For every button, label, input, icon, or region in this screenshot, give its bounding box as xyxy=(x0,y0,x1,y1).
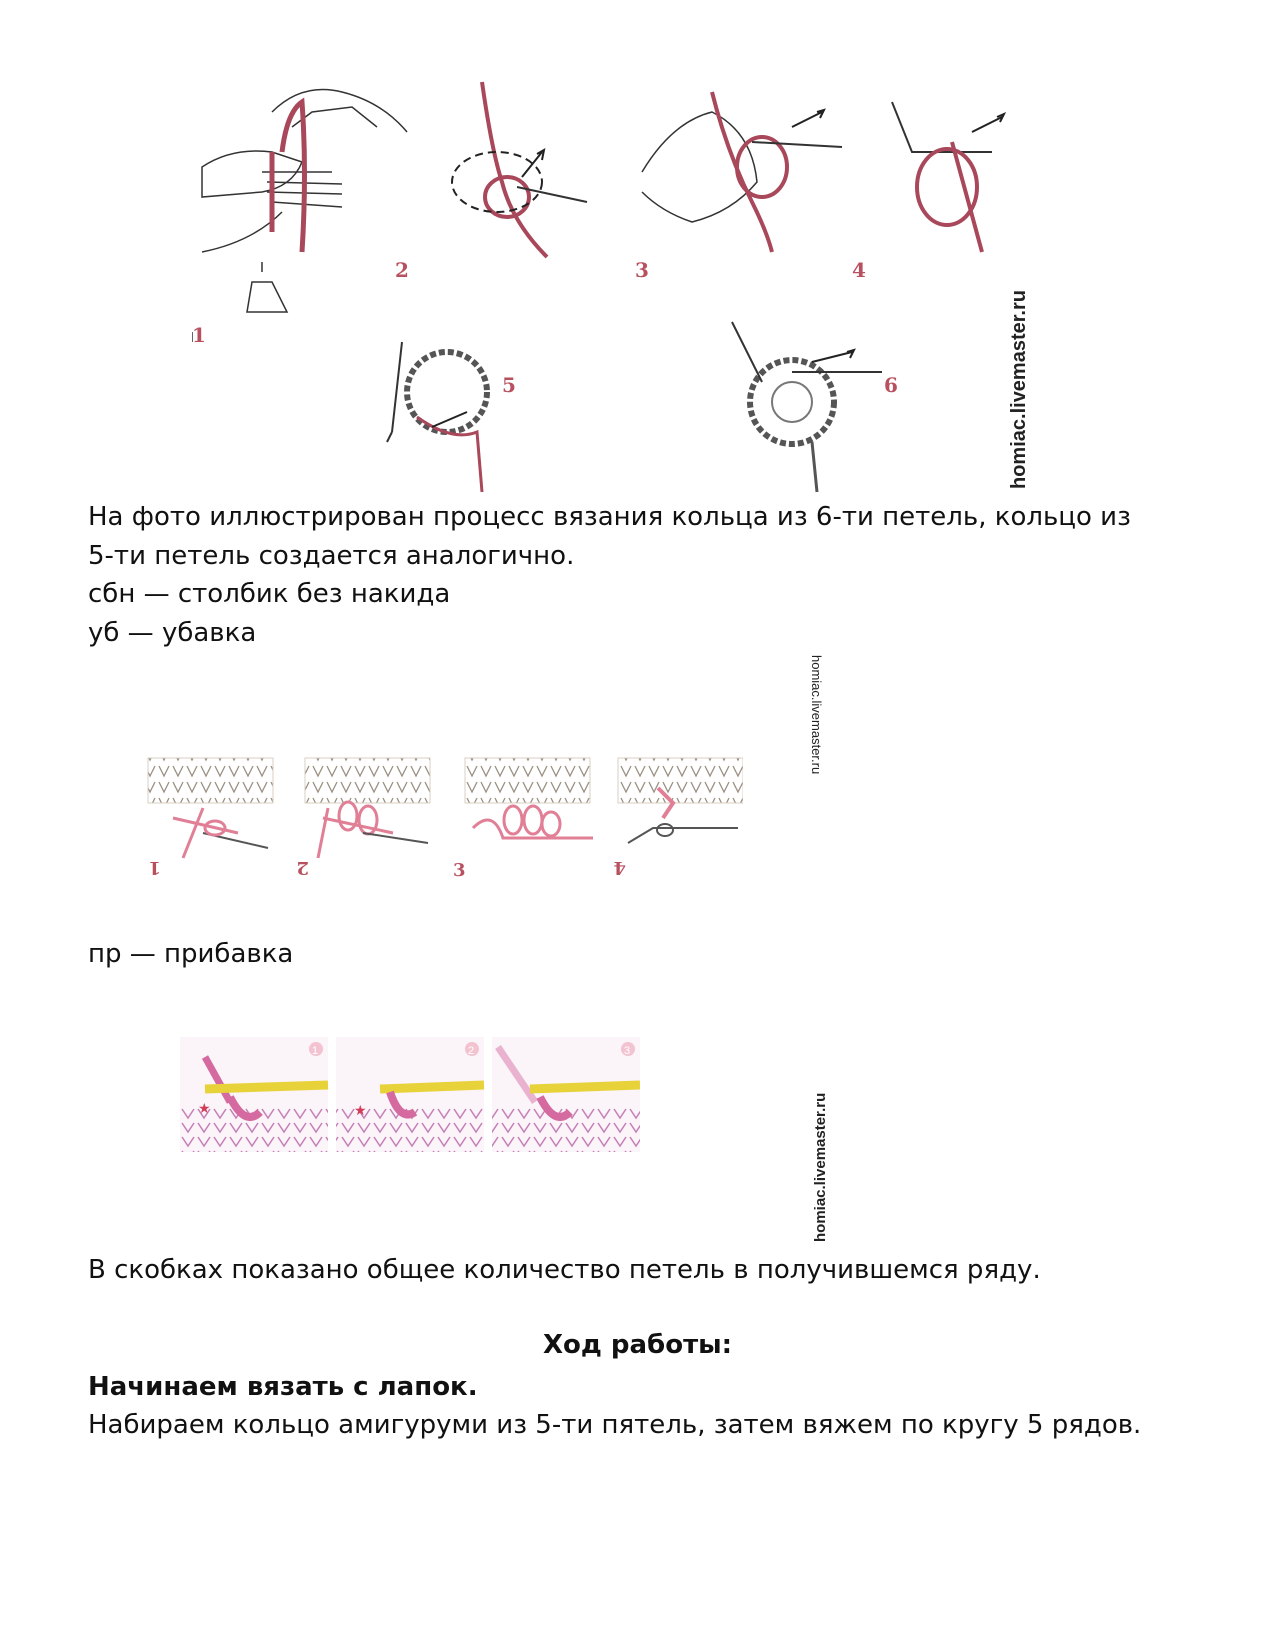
svg-text:★: ★ xyxy=(354,1103,367,1119)
watermark-figure-1: homiac.livemaster.ru xyxy=(1008,290,1030,489)
decrease-panel-2 xyxy=(305,758,430,858)
step-label-2: 2 xyxy=(395,258,409,282)
decrease-step-label-2: 2 xyxy=(296,857,309,878)
brackets-note: В скобках показано общее количество петель в получившемся ряду. xyxy=(88,1255,1041,1285)
abbreviation-ub: уб — убавка xyxy=(88,618,257,648)
step-1-hand-illustration xyxy=(192,90,407,343)
paragraph-ring-line-1: На фото иллюстрирован процесс вязания кольца из 6-ти петель, кольцо из xyxy=(88,502,1131,532)
step-label-3: 3 xyxy=(635,258,649,282)
ring-steps-drawing xyxy=(192,72,1034,497)
step-4-loop-illustration xyxy=(892,102,1004,252)
abbreviation-pr: пр — прибавка xyxy=(88,939,294,969)
step-label-4: 4 xyxy=(852,258,866,282)
step-6-ring-illustration xyxy=(732,322,882,492)
increase-step-label-2: 2 xyxy=(468,1045,475,1057)
step-3-hand-illustration xyxy=(642,92,842,252)
paragraph-ring-line-2: 5-ти петель создается аналогично. xyxy=(88,541,575,571)
watermark-figure-2: homiac.livemaster.ru xyxy=(809,655,824,775)
step-label-6: 6 xyxy=(884,373,898,397)
section-heading: Ход работы: xyxy=(542,1330,733,1360)
decrease-step-label-4: 4 xyxy=(613,857,626,878)
increase-panel-2 xyxy=(336,1037,484,1152)
increase-panel-3 xyxy=(492,1037,640,1152)
watermark-figure-3: homiac.livemaster.ru xyxy=(812,1092,829,1242)
instruction-text: Набираем кольцо амигуруми из 5-ти пятель, затем вяжем по кругу 5 рядов. xyxy=(88,1410,1142,1440)
decrease-panel-3 xyxy=(465,758,593,838)
abbreviation-sbn: сбн — столбик без накида xyxy=(88,579,451,609)
increase-steps-drawing xyxy=(180,1037,640,1152)
decrease-panel-1 xyxy=(148,758,273,858)
decrease-steps-drawing xyxy=(143,748,743,888)
decrease-step-label-1: 1 xyxy=(148,857,161,878)
section-subheading: Начинаем вязать с лапок. xyxy=(88,1372,478,1402)
figure-ring-illustration xyxy=(192,72,1034,497)
figure-increase-illustration xyxy=(180,1037,640,1152)
step-5-ring-illustration xyxy=(387,342,487,492)
figure-decrease-illustration xyxy=(143,748,743,888)
step-2-loop-illustration xyxy=(452,82,587,257)
increase-panel-1 xyxy=(180,1037,328,1152)
decrease-step-label-3: 3 xyxy=(453,860,466,881)
increase-step-label-1: 1 xyxy=(312,1045,319,1057)
step-label-5: 5 xyxy=(502,373,516,397)
decrease-panel-4 xyxy=(618,758,743,843)
step-label-1: 1 xyxy=(192,323,206,347)
svg-text:★: ★ xyxy=(198,1101,211,1117)
increase-step-label-3: 3 xyxy=(624,1045,631,1057)
